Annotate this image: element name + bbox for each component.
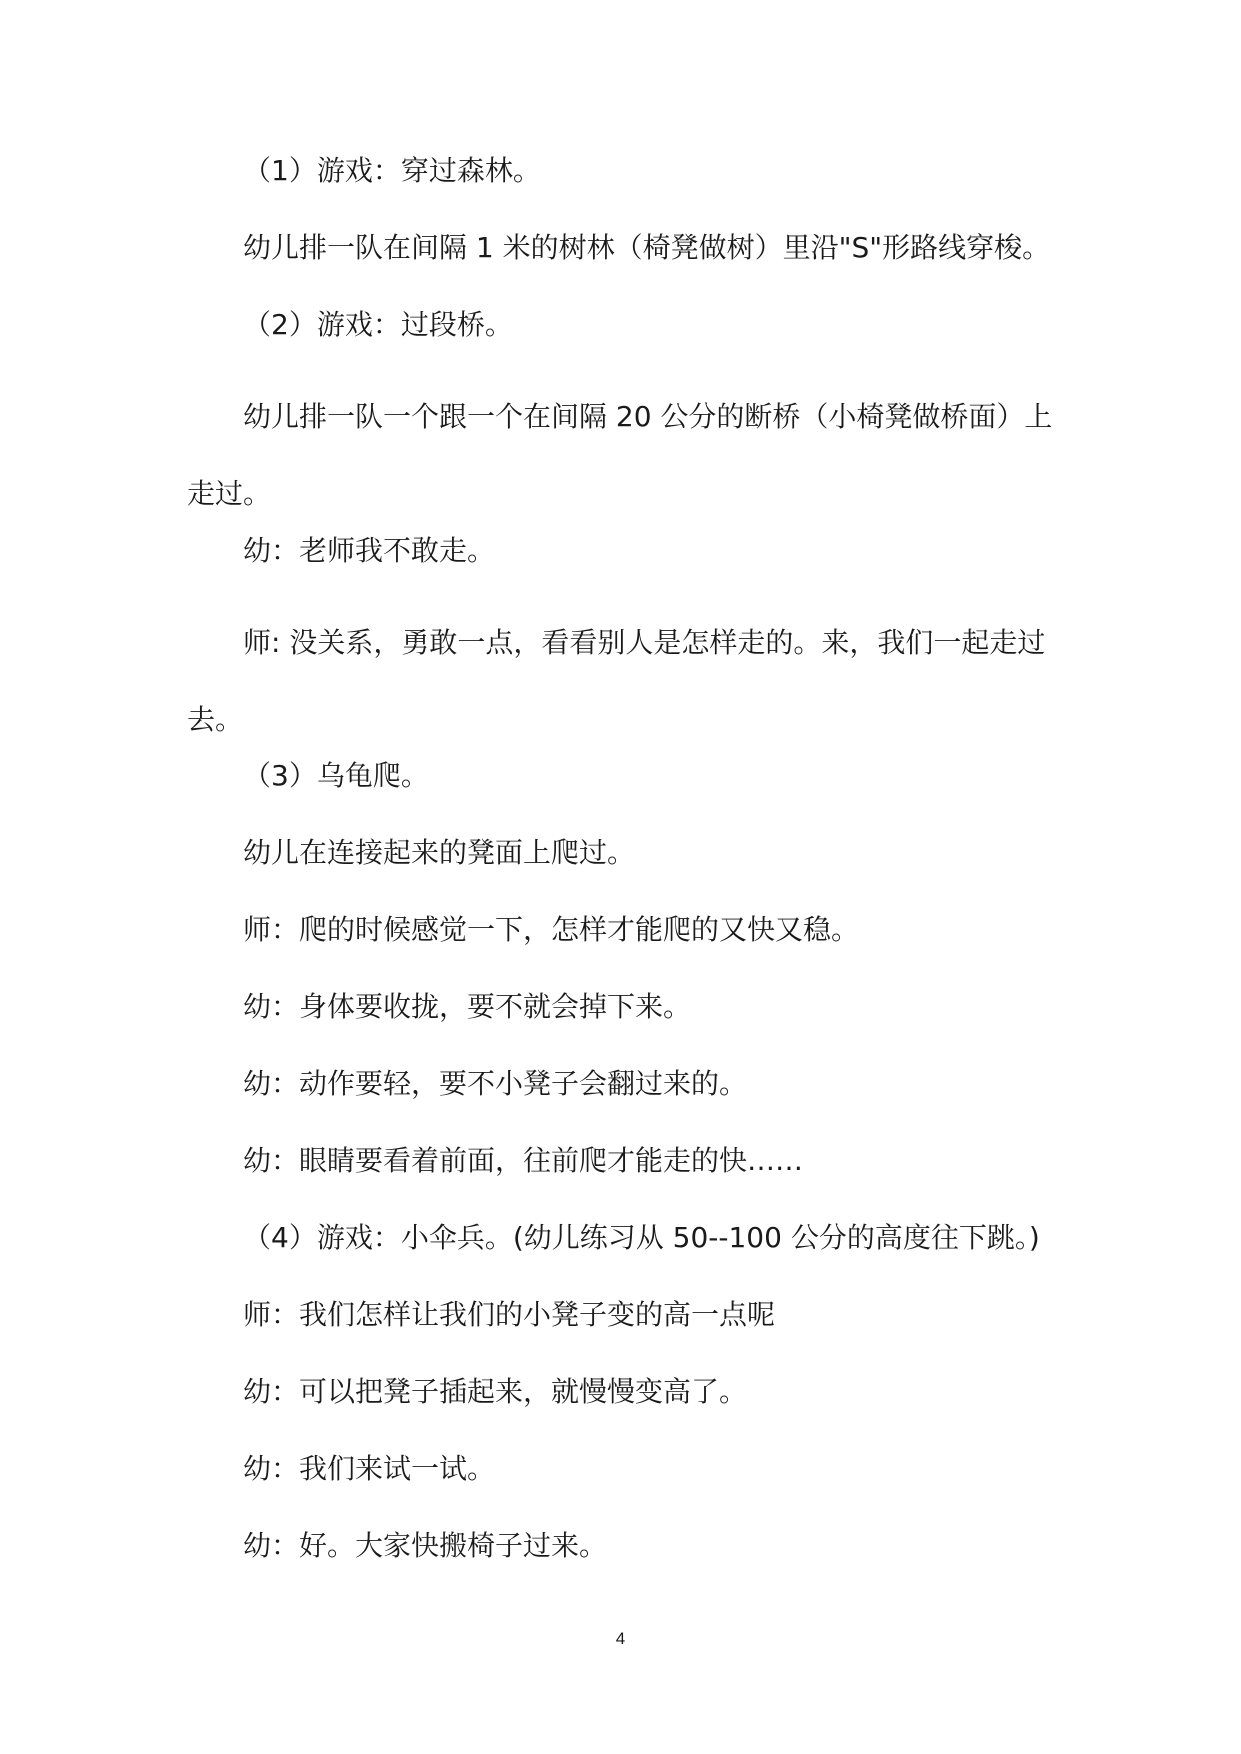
paragraph-11: 幼：动作要轻，要不小凳子会翻过来的。 xyxy=(243,1067,748,1100)
paragraph-16: 幼：我们来试一试。 xyxy=(243,1452,496,1485)
paragraph-14: 师：我们怎样让我们的小凳子变的高一点呢 xyxy=(243,1298,776,1331)
paragraph-8: 幼儿在连接起来的凳面上爬过。 xyxy=(243,836,636,869)
paragraph-3: （2）游戏：过段桥。 xyxy=(243,308,513,341)
paragraph-10: 幼：身体要收拢，要不就会掉下来。 xyxy=(243,990,692,1023)
paragraph-4: 幼儿排一队一个跟一个在间隔 20 公分的断桥（小椅凳做桥面）上走过。 xyxy=(187,400,1053,510)
page-number: 4 xyxy=(615,1629,626,1648)
paragraph-6: 师: 没关系，勇敢一点，看看别人是怎样走的。来，我们一起走过去。 xyxy=(187,626,1046,736)
paragraph-7: （3）乌龟爬。 xyxy=(243,759,429,792)
paragraph-17: 幼：好。大家快搬椅子过来。 xyxy=(243,1529,608,1562)
paragraph-13: （4）游戏：小伞兵。(幼儿练习从 50--100 公分的高度往下跳。) xyxy=(243,1221,1040,1254)
paragraph-1: （1）游戏：穿过森林。 xyxy=(243,154,541,187)
paragraph-5: 幼：老师我不敢走。 xyxy=(243,534,496,567)
paragraph-9: 师：爬的时候感觉一下，怎样才能爬的又快又稳。 xyxy=(243,913,860,946)
paragraph-15: 幼：可以把凳子插起来，就慢慢变高了。 xyxy=(243,1375,748,1408)
paragraph-2: 幼儿排一队在间隔 1 米的树林（椅凳做树）里沿"S"形路线穿梭。 xyxy=(243,231,1051,264)
paragraph-12: 幼：眼睛要看着前面，往前爬才能走的快…… xyxy=(243,1144,804,1177)
